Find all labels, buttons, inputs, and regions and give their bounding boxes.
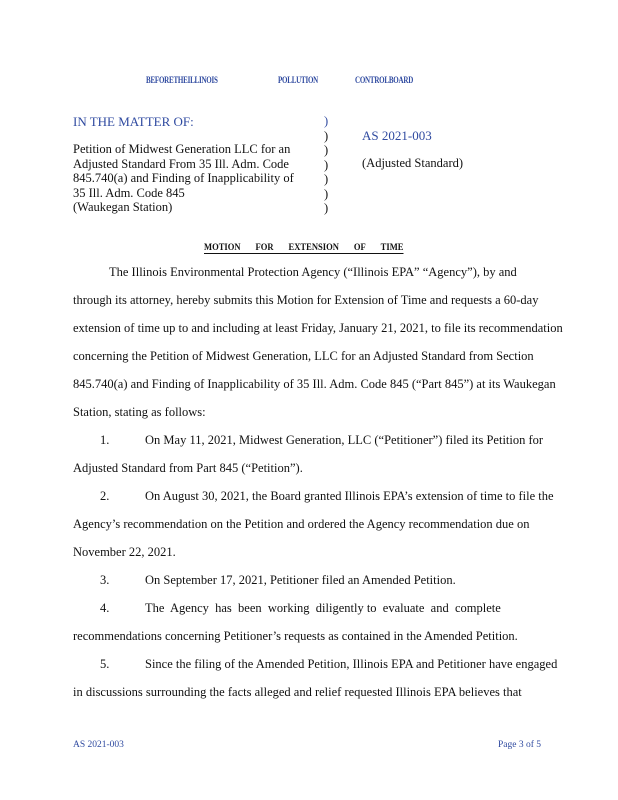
header-control-board: CONTROLBOARD — [355, 75, 414, 85]
item-number: 1. — [100, 433, 110, 447]
motion-title-word: OF — [353, 242, 366, 252]
item-line: in discussions surrounding the facts alleged and relief requested Illinois EPA believes that — [73, 685, 522, 699]
case-caption — [73, 142, 323, 215]
item-line: Adjusted Standard from Part 845 (“Petition”). — [73, 461, 303, 475]
item-line — [73, 566, 565, 594]
footer-page-number: Page 3 of 5 — [498, 740, 542, 750]
docket-type: (Adjusted Standard) — [362, 156, 464, 170]
item-line: Agency’s recommendation on the Petition and ordered the Agency recommendation due on — [73, 517, 530, 531]
paren: ) — [324, 201, 329, 215]
caption-parens — [324, 114, 328, 216]
in-the-matter-heading: IN THE MATTER OF: — [73, 114, 194, 129]
paren: ) — [324, 114, 329, 128]
header-before: BEFORETHEILLINOIS — [146, 75, 218, 85]
item-line — [73, 482, 565, 510]
body-line: Station, stating as follows: — [73, 405, 206, 419]
caption-line: (Waukegan Station) — [73, 200, 173, 214]
item-line — [73, 426, 565, 454]
motion-title — [204, 242, 404, 254]
body-line: through its attorney, hereby submits this Motion for Extension of Time and requests a 60-day — [73, 293, 539, 307]
body-line: 845.740(a) and Finding of Inapplicability of 35 Ill. Adm. Code 845 (“Part 845”) at its Waukegan — [73, 377, 556, 391]
caption-line: 35 Ill. Adm. Code 845 — [73, 185, 185, 200]
item-number: 5. — [100, 657, 110, 671]
motion-title-word: MOTION — [204, 242, 241, 252]
caption-line: 845.740(a) and Finding of Inapplicability of — [73, 171, 294, 185]
item-3 — [73, 566, 565, 594]
item-4 — [73, 594, 565, 650]
item-line: recommendations concerning Petitioner’s requests as contained in the Amended Petition. — [73, 629, 518, 643]
item-line — [73, 650, 565, 678]
item-number: 3. — [100, 573, 110, 587]
item-line: November 22, 2021. — [73, 545, 176, 559]
body-line: The Illinois Environmental Protection Agency (“Illinois EPA” “Agency”), by and — [109, 265, 517, 279]
item-number: 4. — [100, 601, 110, 615]
item-5 — [73, 650, 565, 706]
item-2 — [73, 482, 565, 566]
body-line: concerning the Petition of Midwest Generation, LLC for an Adjusted Standard from Section — [73, 349, 534, 363]
paren: ) — [324, 157, 329, 172]
motion-title-word: EXTENSION — [288, 242, 339, 252]
item-text: Since the filing of the Amended Petition, Illinois EPA and Petitioner have engaged — [145, 657, 558, 671]
paren: ) — [324, 143, 329, 157]
item-1 — [73, 426, 565, 482]
body-line: extension of time up to and including at least Friday, January 21, 2021, to file its recommendation — [73, 321, 563, 335]
motion-title-word: TIME — [380, 242, 404, 252]
item-line — [73, 594, 565, 622]
intro-paragraph — [73, 258, 565, 426]
caption-line: Adjusted Standard From 35 Ill. Adm. Code — [73, 156, 289, 171]
item-text: On September 17, 2021, Petitioner filed an Amended Petition. — [145, 573, 456, 587]
paren: ) — [324, 186, 329, 201]
docket-number: AS 2021-003 — [362, 128, 432, 143]
item-text: On May 11, 2021, Midwest Generation, LLC (“Petitioner”) filed its Petition for — [145, 433, 544, 447]
motion-title-word: FOR — [255, 242, 274, 252]
caption-line: Petition of Midwest Generation LLC for an — [73, 142, 291, 156]
footer-docket: AS 2021-003 — [73, 740, 124, 750]
paren: ) — [324, 128, 329, 143]
item-number: 2. — [100, 489, 110, 503]
item-text: The Agency has been working diligently to evaluate and complete — [145, 601, 501, 615]
header-pollution: POLLUTION — [278, 75, 319, 85]
paren: ) — [324, 172, 329, 186]
item-text: On August 30, 2021, the Board granted Illinois EPA’s extension of time to file the — [145, 489, 554, 503]
